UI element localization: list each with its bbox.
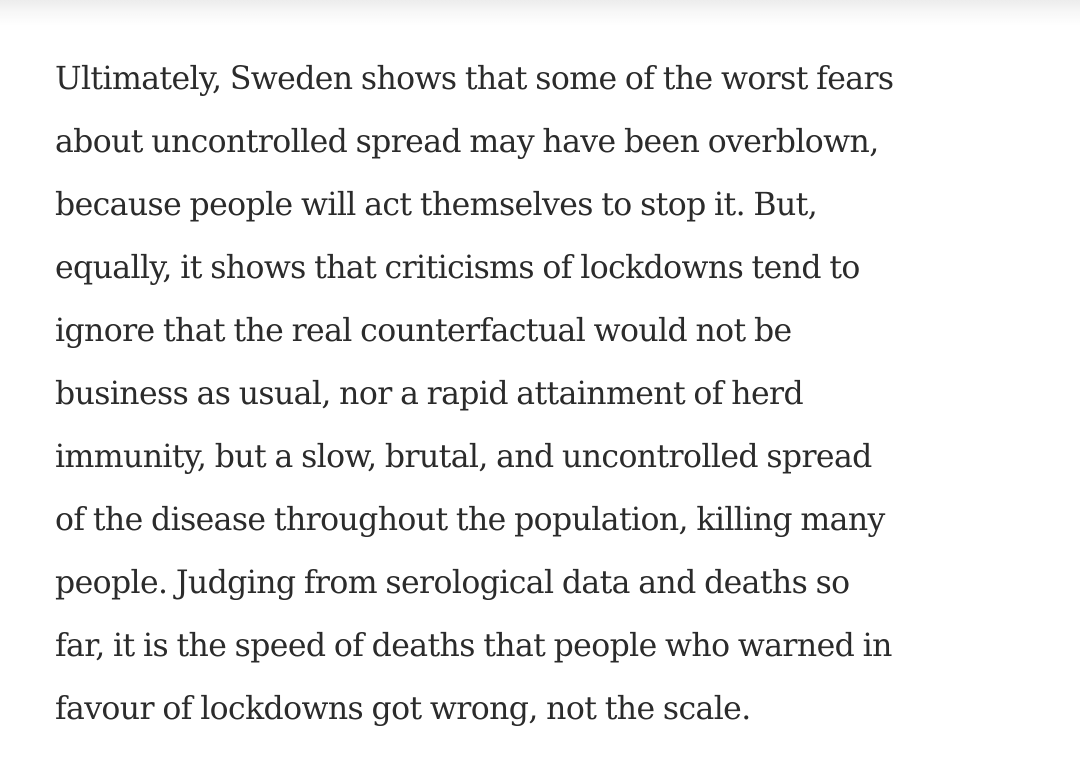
paragraph-line: ignore that the real counterfactual would not be	[55, 313, 792, 349]
paragraph-line: people. Judging from serological data and deaths so	[55, 565, 850, 601]
paragraph-line: immunity, but a slow, brutal, and uncontrolled spread	[55, 439, 872, 475]
paragraph-line: business as usual, nor a rapid attainment of herd	[55, 376, 804, 412]
article-paragraph	[55, 48, 1045, 741]
paragraph-line: of the disease throughout the population, killing many	[55, 502, 885, 538]
paragraph-line: equally, it shows that criticisms of lockdowns tend to	[55, 250, 860, 286]
paragraph-line: far, it is the speed of deaths that people who warned in	[55, 628, 892, 664]
paragraph-line: Ultimately, Sweden shows that some of the worst fears	[55, 61, 894, 97]
paragraph-line: about uncontrolled spread may have been overblown,	[55, 124, 879, 160]
paragraph-line: because people will act themselves to stop it. But,	[55, 187, 818, 223]
paragraph-line: favour of lockdowns got wrong, not the scale.	[55, 691, 751, 727]
top-shadow-divider	[0, 0, 1080, 26]
